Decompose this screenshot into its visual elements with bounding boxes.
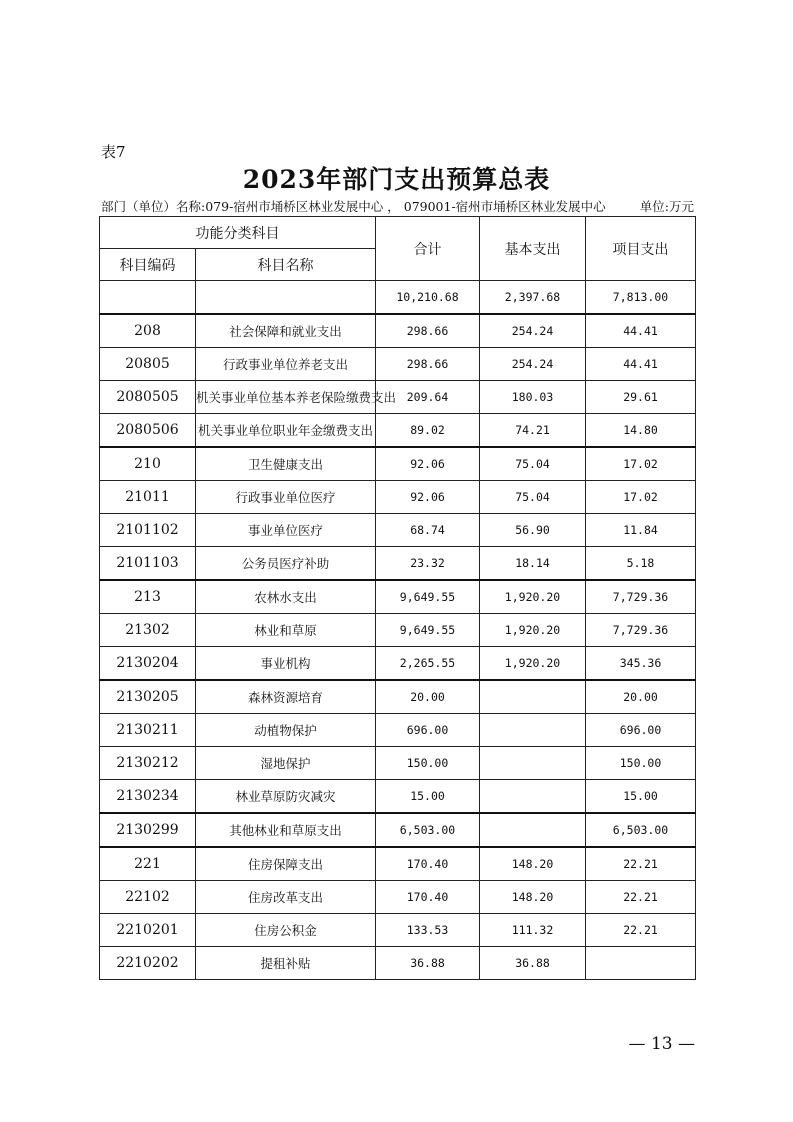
- total-cell: 298.66: [376, 314, 480, 348]
- subject-code-cell: 2130205: [100, 680, 196, 714]
- project-expense-cell: 29.61: [586, 381, 696, 414]
- basic-expense-cell: 1,920.20: [480, 580, 586, 614]
- table-row: [100, 447, 696, 481]
- subject-code-cell: 22102: [100, 881, 196, 914]
- table-row: [100, 580, 696, 614]
- table-row: [100, 780, 696, 814]
- project-expense-cell: 696.00: [586, 714, 696, 747]
- table-row: [100, 348, 696, 381]
- project-expense-cell: 22.21: [586, 881, 696, 914]
- subject-name-cell: 动植物保护: [196, 714, 376, 747]
- unit-label: 单位:万元: [639, 199, 694, 214]
- basic-expense-column-header: 基本支出: [480, 217, 586, 281]
- subject-code-cell: 20805: [100, 348, 196, 381]
- subject-name-cell: 事业机构: [196, 647, 376, 681]
- table-label: 表7: [101, 143, 126, 161]
- basic-expense-cell: 1,920.20: [480, 647, 586, 681]
- total-cell: 10,210.68: [376, 281, 480, 315]
- project-expense-cell: 20.00: [586, 680, 696, 714]
- project-expense-cell: 7,729.36: [586, 614, 696, 647]
- basic-expense-cell: [480, 714, 586, 747]
- project-expense-cell: 15.00: [586, 780, 696, 814]
- subject-name-cell: 卫生健康支出: [196, 447, 376, 481]
- subject-code-cell: 221: [100, 847, 196, 881]
- subject-code-cell: 2130234: [100, 780, 196, 814]
- basic-expense-cell: 180.03: [480, 381, 586, 414]
- table-row: [100, 914, 696, 947]
- subject-code-cell: 2130211: [100, 714, 196, 747]
- total-cell: 209.64: [376, 381, 480, 414]
- subject-code-cell: 208: [100, 314, 196, 348]
- total-cell: 170.40: [376, 881, 480, 914]
- subject-code-cell: 21011: [100, 481, 196, 514]
- subject-name-cell: 机关事业单位基本养老保险缴费支出: [196, 381, 376, 414]
- function-category-header: 功能分类科目: [100, 217, 376, 249]
- project-expense-cell: 17.02: [586, 447, 696, 481]
- basic-expense-cell: [480, 747, 586, 780]
- table-row: [100, 747, 696, 780]
- table-row: [100, 614, 696, 647]
- table-row: [100, 481, 696, 514]
- budget-table: [99, 216, 696, 980]
- total-cell: 6,503.00: [376, 813, 480, 847]
- total-cell: 170.40: [376, 847, 480, 881]
- total-cell: 23.32: [376, 547, 480, 581]
- total-cell: 20.00: [376, 680, 480, 714]
- subject-name-cell: [196, 281, 376, 315]
- basic-expense-cell: 111.32: [480, 914, 586, 947]
- total-cell: 9,649.55: [376, 614, 480, 647]
- subject-code-cell: [100, 281, 196, 315]
- basic-expense-cell: 36.88: [480, 947, 586, 980]
- table-row: [100, 381, 696, 414]
- project-expense-cell: 22.21: [586, 847, 696, 881]
- subject-name-cell: 事业单位医疗: [196, 514, 376, 547]
- table-row: [100, 714, 696, 747]
- subject-name-cell: 农林水支出: [196, 580, 376, 614]
- basic-expense-cell: 148.20: [480, 881, 586, 914]
- basic-expense-cell: 18.14: [480, 547, 586, 581]
- basic-expense-cell: 254.24: [480, 314, 586, 348]
- project-expense-cell: [586, 947, 696, 980]
- total-cell: 89.02: [376, 414, 480, 448]
- table-row: [100, 647, 696, 681]
- basic-expense-cell: 74.21: [480, 414, 586, 448]
- table-row: [100, 680, 696, 714]
- subject-code-cell: 210: [100, 447, 196, 481]
- basic-expense-cell: 254.24: [480, 348, 586, 381]
- table-body: [100, 281, 696, 980]
- subject-code-cell: 2130204: [100, 647, 196, 681]
- table-row: [100, 314, 696, 348]
- project-expense-cell: 44.41: [586, 348, 696, 381]
- subject-code-cell: 2130212: [100, 747, 196, 780]
- subject-code-cell: 2080506: [100, 414, 196, 448]
- project-expense-cell: 6,503.00: [586, 813, 696, 847]
- subject-code-column-header: 科目编码: [100, 249, 196, 281]
- subject-code-cell: 2210201: [100, 914, 196, 947]
- total-column-header: 合计: [376, 217, 480, 281]
- page-number: — 13 —: [628, 1034, 695, 1054]
- subject-name-cell: 森林资源培育: [196, 680, 376, 714]
- project-expense-cell: 17.02: [586, 481, 696, 514]
- subject-code-cell: 2101103: [100, 547, 196, 581]
- project-expense-cell: 345.36: [586, 647, 696, 681]
- subject-name-cell: 提租补贴: [196, 947, 376, 980]
- total-cell: 36.88: [376, 947, 480, 980]
- subject-name-cell: 湿地保护: [196, 747, 376, 780]
- project-expense-cell: 11.84: [586, 514, 696, 547]
- table-row: [100, 947, 696, 980]
- table-row: [100, 547, 696, 581]
- total-cell: 696.00: [376, 714, 480, 747]
- total-cell: 92.06: [376, 481, 480, 514]
- subject-code-cell: 2101102: [100, 514, 196, 547]
- subject-name-cell: 住房保障支出: [196, 847, 376, 881]
- subject-name-cell: 行政事业单位医疗: [196, 481, 376, 514]
- basic-expense-cell: [480, 813, 586, 847]
- subject-code-cell: 2210202: [100, 947, 196, 980]
- subject-name-cell: 住房公积金: [196, 914, 376, 947]
- basic-expense-cell: 56.90: [480, 514, 586, 547]
- total-cell: 68.74: [376, 514, 480, 547]
- meta-row: [101, 198, 694, 216]
- total-cell: 298.66: [376, 348, 480, 381]
- basic-expense-cell: 2,397.68: [480, 281, 586, 315]
- basic-expense-cell: [480, 780, 586, 814]
- document-title: 2023年部门支出预算总表: [242, 165, 551, 194]
- basic-expense-cell: 148.20: [480, 847, 586, 881]
- department-name: 部门（单位）名称:079-宿州市埇桥区林业发展中心 ， 079001-宿州市埇桥区林业发展中心: [101, 199, 606, 214]
- total-cell: 133.53: [376, 914, 480, 947]
- basic-expense-cell: 1,920.20: [480, 614, 586, 647]
- basic-expense-cell: [480, 680, 586, 714]
- subject-name-cell: 其他林业和草原支出: [196, 813, 376, 847]
- table-row: [100, 813, 696, 847]
- table-row: [100, 281, 696, 315]
- total-cell: 9,649.55: [376, 580, 480, 614]
- subject-name-cell: 公务员医疗补助: [196, 547, 376, 581]
- subject-name-cell: 机关事业单位职业年金缴费支出: [196, 414, 376, 448]
- project-expense-cell: 44.41: [586, 314, 696, 348]
- table-row: [100, 881, 696, 914]
- basic-expense-cell: 75.04: [480, 447, 586, 481]
- subject-name-column-header: 科目名称: [196, 249, 376, 281]
- project-expense-cell: 14.80: [586, 414, 696, 448]
- total-cell: 15.00: [376, 780, 480, 814]
- subject-name-cell: 社会保障和就业支出: [196, 314, 376, 348]
- total-cell: 2,265.55: [376, 647, 480, 681]
- subject-name-cell: 林业草原防灾减灾: [196, 780, 376, 814]
- project-expense-cell: 7,729.36: [586, 580, 696, 614]
- project-expense-cell: 150.00: [586, 747, 696, 780]
- total-cell: 150.00: [376, 747, 480, 780]
- project-expense-cell: 5.18: [586, 547, 696, 581]
- table-row: [100, 414, 696, 448]
- subject-code-cell: 213: [100, 580, 196, 614]
- subject-name-cell: 住房改革支出: [196, 881, 376, 914]
- subject-code-cell: 2130299: [100, 813, 196, 847]
- subject-name-cell: 行政事业单位养老支出: [196, 348, 376, 381]
- project-expense-cell: 7,813.00: [586, 281, 696, 315]
- subject-name-cell: 林业和草原: [196, 614, 376, 647]
- subject-code-cell: 21302: [100, 614, 196, 647]
- total-cell: 92.06: [376, 447, 480, 481]
- basic-expense-cell: 75.04: [480, 481, 586, 514]
- subject-code-cell: 2080505: [100, 381, 196, 414]
- project-expense-column-header: 项目支出: [586, 217, 696, 281]
- table-row: [100, 514, 696, 547]
- project-expense-cell: 22.21: [586, 914, 696, 947]
- table-row: [100, 847, 696, 881]
